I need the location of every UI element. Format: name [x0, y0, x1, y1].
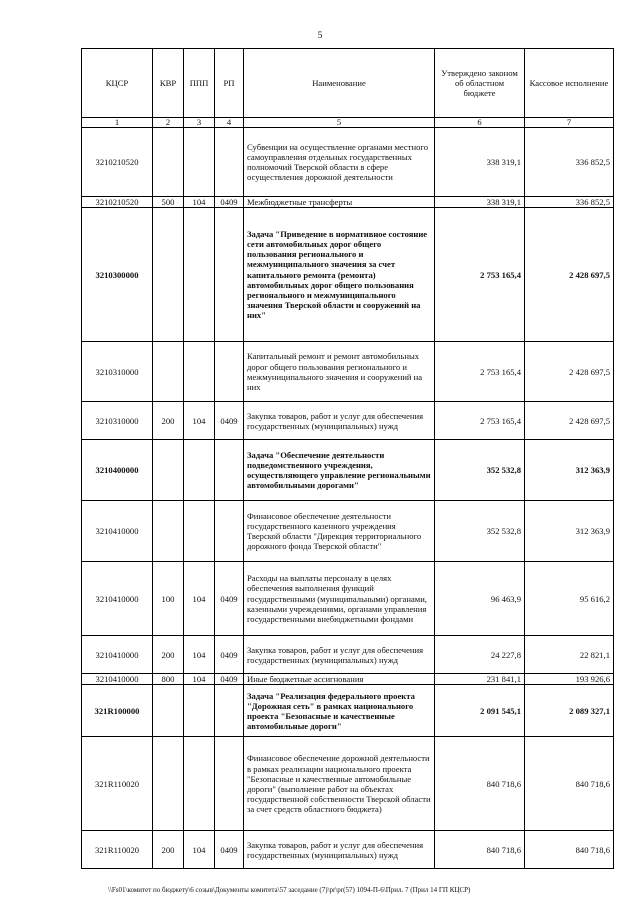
approved-amount-cell: 2 091 545,1	[435, 685, 525, 737]
header-executed: Кассовое исполнение	[525, 49, 614, 118]
column-number: 3	[184, 118, 215, 128]
page-number: 5	[317, 31, 323, 41]
executed-amount-cell: 2 428 697,5	[525, 208, 614, 342]
approved-amount-cell: 352 532,8	[435, 440, 525, 501]
table-header-row	[82, 49, 614, 118]
table-row	[82, 737, 614, 831]
kvr-cell	[153, 208, 184, 342]
kcsr-cell: 3210210520	[82, 197, 153, 208]
kcsr-cell: 3210410000	[82, 636, 153, 674]
ppp-cell	[184, 501, 215, 562]
kcsr-cell: 3210410000	[82, 562, 153, 636]
rp-cell: 0409	[215, 562, 244, 636]
column-number: 7	[525, 118, 614, 128]
ppp-cell	[184, 208, 215, 342]
ppp-cell: 104	[184, 831, 215, 869]
ppp-cell	[184, 342, 215, 402]
executed-amount-cell: 95 616,2	[525, 562, 614, 636]
name-cell: Закупка товаров, работ и услуг для обеспечения государственных (муниципальных) нужд	[244, 402, 435, 440]
name-cell: Задача "Обеспечение деятельности подведомственного учреждения, осуществляющего управление региональными автомобильными дорогами"	[244, 440, 435, 501]
rp-cell	[215, 501, 244, 562]
kcsr-cell: 321R100000	[82, 685, 153, 737]
header-approved: Утверждено законом об областном бюджете	[435, 49, 525, 118]
kvr-cell: 500	[153, 197, 184, 208]
kcsr-cell: 321R110020	[82, 737, 153, 831]
rp-cell	[215, 128, 244, 197]
table-body	[82, 128, 614, 869]
approved-amount-cell: 840 718,6	[435, 831, 525, 869]
rp-cell: 0409	[215, 674, 244, 685]
table-row	[82, 342, 614, 402]
name-cell: Финансовое обеспечение деятельности государственного казенного учреждения Тверской области "Дирекция территориального дорожного фонда Тверской области"	[244, 501, 435, 562]
table-row	[82, 636, 614, 674]
rp-cell	[215, 342, 244, 402]
name-cell: Межбюджетные трансферты	[244, 197, 435, 208]
executed-amount-cell: 336 852,5	[525, 197, 614, 208]
name-cell: Расходы на выплаты персоналу в целях обеспечения выполнения функций государственными (муниципальными) органами, казенными учреждениями, органами управления государственными внебюджетными фондами	[244, 562, 435, 636]
table-row	[82, 501, 614, 562]
approved-amount-cell: 2 753 165,4	[435, 208, 525, 342]
kvr-cell	[153, 737, 184, 831]
ppp-cell: 104	[184, 197, 215, 208]
kvr-cell: 200	[153, 402, 184, 440]
table-row	[82, 685, 614, 737]
table-row	[82, 562, 614, 636]
budget-table	[81, 48, 614, 869]
rp-cell: 0409	[215, 197, 244, 208]
column-number-row	[82, 118, 614, 128]
executed-amount-cell: 22 821,1	[525, 636, 614, 674]
kcsr-cell: 3210400000	[82, 440, 153, 501]
rp-cell	[215, 208, 244, 342]
ppp-cell	[184, 440, 215, 501]
header-name: Наименование	[244, 49, 435, 118]
column-number: 4	[215, 118, 244, 128]
name-cell: Капитальный ремонт и ремонт автомобильных дорог общего пользования регионального и межмуниципального значения и сооружений на них	[244, 342, 435, 402]
approved-amount-cell: 96 463,9	[435, 562, 525, 636]
approved-amount-cell: 24 227,8	[435, 636, 525, 674]
ppp-cell	[184, 737, 215, 831]
rp-cell: 0409	[215, 831, 244, 869]
kcsr-cell: 3210410000	[82, 501, 153, 562]
header-rp: РП	[215, 49, 244, 118]
kcsr-cell: 3210310000	[82, 402, 153, 440]
column-number: 1	[82, 118, 153, 128]
executed-amount-cell: 336 852,5	[525, 128, 614, 197]
kvr-cell	[153, 342, 184, 402]
header-kvr: КВР	[153, 49, 184, 118]
name-cell: Субвенции на осуществление органами местного самоуправления отдельных государственных полномочий Тверской области в сфере осуществления дорожной деятельности	[244, 128, 435, 197]
table-row	[82, 402, 614, 440]
rp-cell	[215, 440, 244, 501]
executed-amount-cell: 840 718,6	[525, 831, 614, 869]
approved-amount-cell: 338 319,1	[435, 197, 525, 208]
executed-amount-cell: 312 363,9	[525, 501, 614, 562]
kcsr-cell: 3210410000	[82, 674, 153, 685]
kvr-cell: 100	[153, 562, 184, 636]
column-number: 5	[244, 118, 435, 128]
kcsr-cell: 3210210520	[82, 128, 153, 197]
kcsr-cell: 3210310000	[82, 342, 153, 402]
name-cell: Закупка товаров, работ и услуг для обеспечения государственных (муниципальных) нужд	[244, 831, 435, 869]
kvr-cell	[153, 501, 184, 562]
approved-amount-cell: 338 319,1	[435, 128, 525, 197]
ppp-cell	[184, 128, 215, 197]
footer-file-path: \\Fs01\комитет по бюджету\6 созыв\Документы комитета\57 заседание (7)\pr\pr(57) 1094-П-6\Прил. 7 (Прил 14 ГП КЦСР)	[108, 886, 471, 894]
ppp-cell: 104	[184, 636, 215, 674]
name-cell: Финансовое обеспечение дорожной деятельности в рамках реализации национального проекта "Безопасные и качественные автомобильные дороги" (выполнение работ на объектах государственной собственности Тверской области за счет средств областного бюджета)	[244, 737, 435, 831]
kvr-cell	[153, 685, 184, 737]
rp-cell	[215, 685, 244, 737]
approved-amount-cell: 352 532,8	[435, 501, 525, 562]
name-cell: Закупка товаров, работ и услуг для обеспечения государственных (муниципальных) нужд	[244, 636, 435, 674]
kvr-cell: 200	[153, 636, 184, 674]
ppp-cell	[184, 685, 215, 737]
ppp-cell: 104	[184, 562, 215, 636]
kvr-cell	[153, 128, 184, 197]
table-row	[82, 197, 614, 208]
approved-amount-cell: 2 753 165,4	[435, 342, 525, 402]
header-ppp: ППП	[184, 49, 215, 118]
ppp-cell: 104	[184, 674, 215, 685]
executed-amount-cell: 2 089 327,1	[525, 685, 614, 737]
name-cell: Задача "Реализация федерального проекта "Дорожная сеть" в рамках национального проекта "Безопасные и качественные автомобильные дороги"	[244, 685, 435, 737]
rp-cell	[215, 737, 244, 831]
executed-amount-cell: 193 926,6	[525, 674, 614, 685]
kvr-cell	[153, 440, 184, 501]
approved-amount-cell: 2 753 165,4	[435, 402, 525, 440]
header-kcsr: КЦСР	[82, 49, 153, 118]
table-row	[82, 440, 614, 501]
executed-amount-cell: 2 428 697,5	[525, 342, 614, 402]
kvr-cell: 800	[153, 674, 184, 685]
kcsr-cell: 3210300000	[82, 208, 153, 342]
table-row	[82, 208, 614, 342]
name-cell: Иные бюджетные ассигнования	[244, 674, 435, 685]
column-number: 6	[435, 118, 525, 128]
column-number: 2	[153, 118, 184, 128]
kvr-cell: 200	[153, 831, 184, 869]
approved-amount-cell: 840 718,6	[435, 737, 525, 831]
table-row	[82, 128, 614, 197]
rp-cell: 0409	[215, 402, 244, 440]
table-row	[82, 831, 614, 869]
table-row	[82, 674, 614, 685]
executed-amount-cell: 2 428 697,5	[525, 402, 614, 440]
executed-amount-cell: 312 363,9	[525, 440, 614, 501]
approved-amount-cell: 231 841,1	[435, 674, 525, 685]
rp-cell: 0409	[215, 636, 244, 674]
name-cell: Задача "Приведение в нормативное состояние сети автомобильных дорог общего пользования регионального и межмуниципального значения за счет капитального ремонта (ремонта) автомобильных дорог общего пользования регионального и межмуниципального значения Тверской области и сооружений на них"	[244, 208, 435, 342]
ppp-cell: 104	[184, 402, 215, 440]
executed-amount-cell: 840 718,6	[525, 737, 614, 831]
kcsr-cell: 321R110020	[82, 831, 153, 869]
